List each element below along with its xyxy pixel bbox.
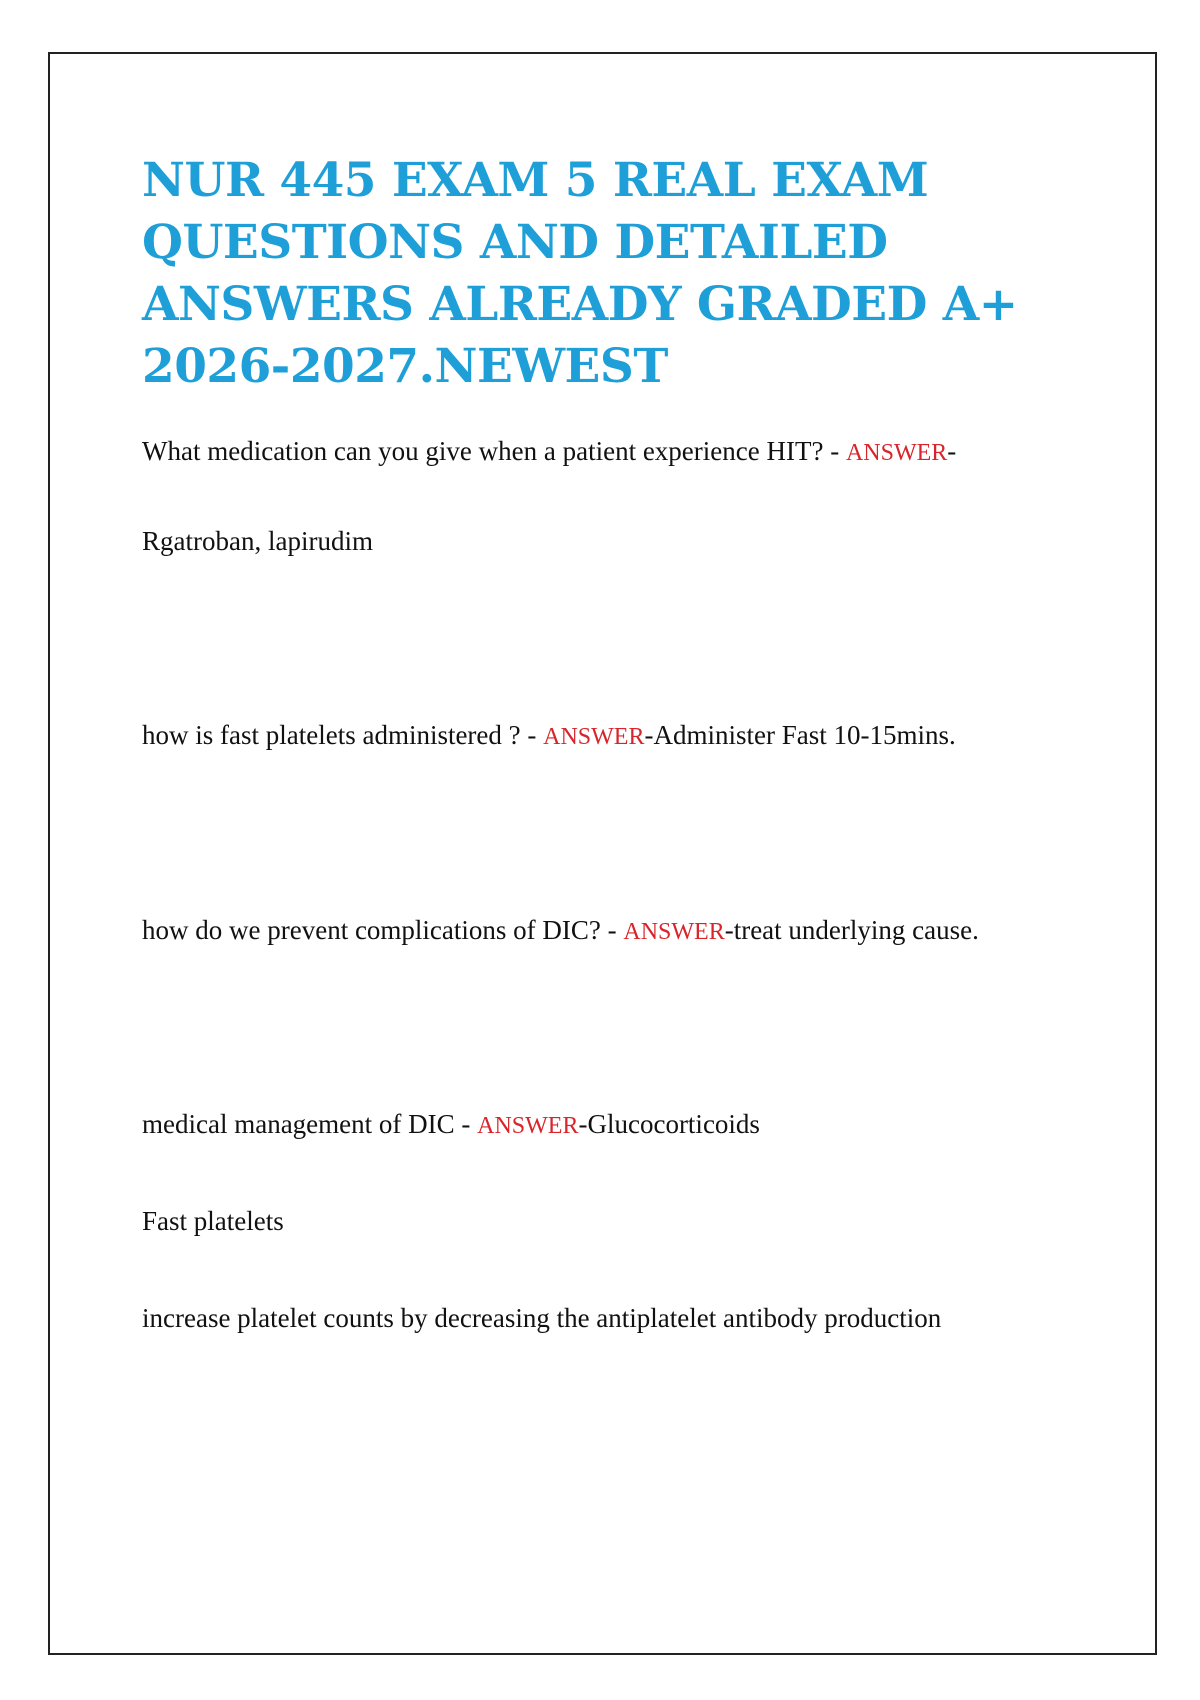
qa-item-4-answer-suffix: -Glucocorticoids: [578, 1109, 760, 1139]
qa-item-3-answer-suffix: -treat underlying cause.: [724, 915, 979, 945]
qa-item-2-answer-suffix: -Administer Fast 10-15mins.: [644, 720, 956, 750]
qa-item-2-question: how is fast platelets administered ? -: [142, 720, 544, 750]
qa-item-4-question: medical management of DIC -: [142, 1109, 478, 1139]
qa-item-3-answer-tag: ANSWER: [623, 919, 725, 945]
qa-item-1-question: What medication can you give when a patient experience HIT? -: [142, 436, 846, 466]
qa-item-2-question-line: [142, 718, 956, 754]
qa-item-2-answer-tag: ANSWER: [543, 724, 645, 750]
qa-item-4-answer-tag: ANSWER: [477, 1113, 579, 1139]
qa-item-1-answer-suffix: -: [947, 436, 957, 466]
qa-item-3-question-line: [142, 913, 979, 949]
qa-item-1-question-line: [142, 434, 956, 470]
qa-item-4-answer-line-2: increase platelet counts by decreasing the antiplatelet antibody production: [142, 1303, 942, 1333]
qa-item-3-question: how do we prevent complications of DIC? -: [142, 915, 624, 945]
qa-item-1-answer-line-1: Rgatroban, lapirudim: [142, 526, 373, 556]
qa-item-4-question-line: [142, 1107, 760, 1143]
qa-item-1-answer-tag: ANSWER: [845, 440, 948, 466]
document-title: NUR 445 EXAM 5 REAL EXAM QUESTIONS AND DETAILED ANSWERS ALREADY GRADED A+ 2026-2027.NEWEST: [142, 153, 1018, 394]
qa-item-4-answer-line-1: Fast platelets: [142, 1206, 284, 1236]
